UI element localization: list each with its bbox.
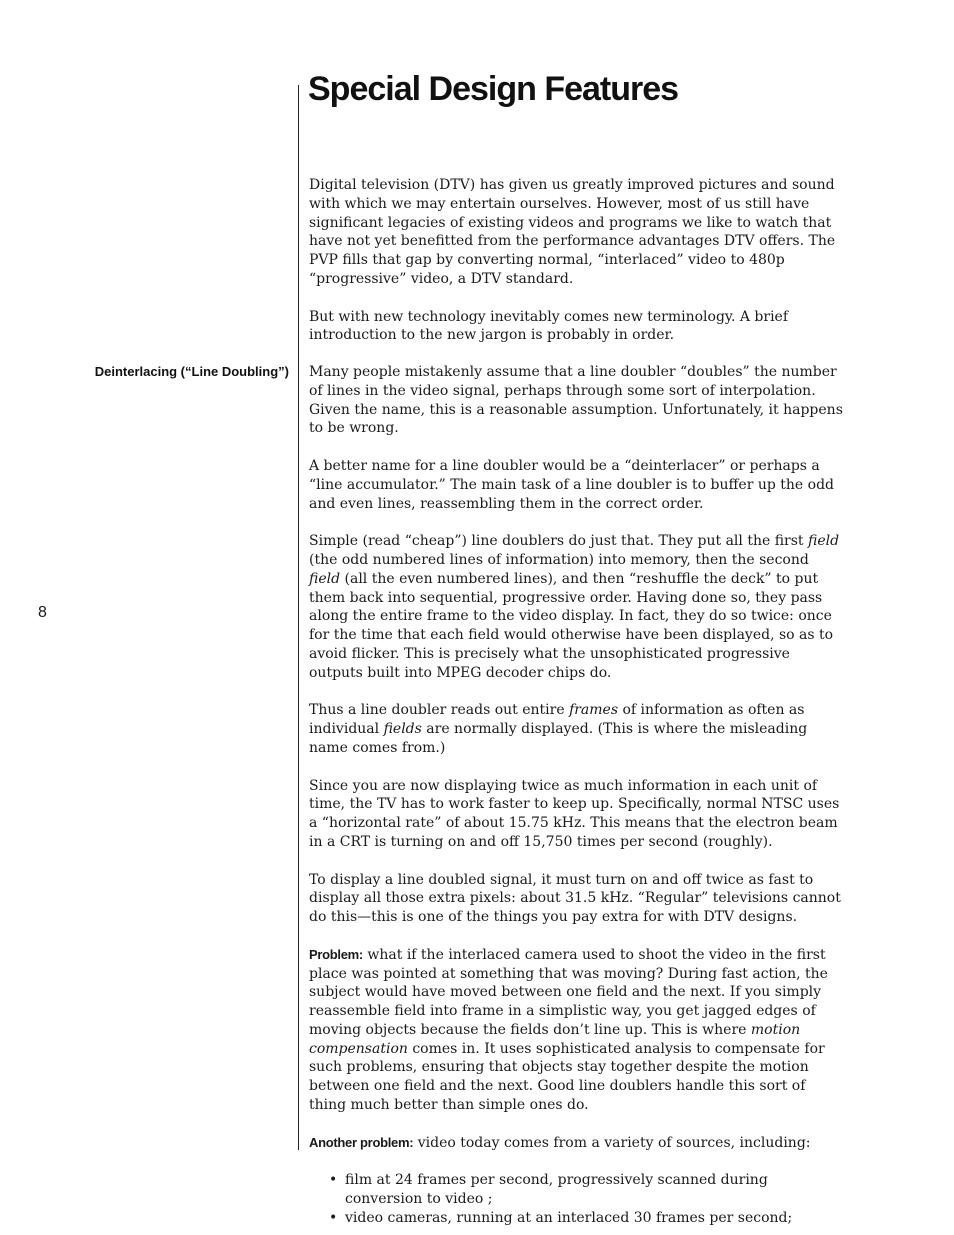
text-run: (the odd numbered lines of information) into memory, then the second <box>309 551 809 568</box>
text-run: are normally displayed. (This is where the misleading name comes from.) <box>309 721 808 756</box>
another-problem-lead: Another problem: <box>309 1134 414 1150</box>
page-title: Special Design Features <box>308 70 679 108</box>
text-run: Simple (read “cheap”) line doublers do just that. They put all the first <box>309 533 809 550</box>
intro-section <box>309 176 844 345</box>
emphasis-motion-compensation: motion compensation <box>309 1021 801 1057</box>
intro-paragraph-1: Digital television (DTV) has given us greatly improved pictures and sound with which we may entertain ourselves. However, most of us still have significant legacies of existing videos and programs we like to watch that have not yet benefitted from the performance advantages DTV offers. The PVP fills that gap by converting normal, “interlaced” video to 480p “progressive” video, a DTV standard. <box>309 177 836 287</box>
problem-lead: Problem: <box>309 946 363 962</box>
paragraph-4 <box>309 701 844 757</box>
source-list <box>309 1171 844 1227</box>
margin-rule <box>298 85 299 1150</box>
paragraph-1: Many people mistakenly assume that a line doubler “doubles” the number of lines in the video signal, perhaps through some sort of interpolation. Given the name, this is a reasonable assumption. Unfortunately, it happens to be wrong. <box>309 364 843 437</box>
paragraph-8 <box>309 1134 844 1153</box>
intro-paragraph-2: But with new technology inevitably comes new terminology. A brief introduction to the new jargon is probably in order. <box>309 308 789 344</box>
text-run: Thus a line doubler reads out entire <box>309 702 570 719</box>
paragraph-6: To display a line doubled signal, it must turn on and off twice as fast to display all those extra pixels: about 31.5 kHz. “Regular” televisions cannot do this—this is one of the things you pay extra for with DTV designs. <box>309 871 841 926</box>
text-run: (all the even numbered lines), and then “reshuffle the deck” to put them back into sequential, progressive order. Having done so, they pass along the entire frame to the video display. In fact, they do so twice: once for the time that each field would otherwise have been displayed, so as to avoid flicker. This is precisely what the unsophisticated progressive outputs built into MPEG decoder chips do. <box>309 570 834 681</box>
paragraph-5: Since you are now displaying twice as much information in each unit of time, the TV has to work faster to keep up. Specifically, normal NTSC uses a “horizontal rate” of about 15.75 kHz. This means that the electron beam in a CRT is turning on and off 15,750 times per second (roughly). <box>309 777 840 850</box>
deinterlacing-section <box>309 363 844 1228</box>
emphasis-fields: fields <box>383 721 422 738</box>
emphasis-field: field <box>309 570 341 587</box>
text-run: what if the interlaced camera used to shoot the video in the first place was pointed at something that was moving? During fast action, the subject would have moved between one field and the next. If you simply reassemble field into frame in a simplistic way, you get jagged edges of moving objects because the fields don’t line up. This is where <box>309 946 828 1038</box>
page-number: 8 <box>38 604 47 621</box>
emphasis-frames: frames <box>569 702 619 719</box>
text-run: video today comes from a variety of sources, including: <box>413 1134 811 1151</box>
text-run: comes in. It uses sophisticated analysis to compensate for such problems, ensuring that objects stay together despite the motion between one field and the next. Good line doublers handle this sort of thing much better than simple ones do. <box>309 1040 825 1114</box>
paragraph-2: A better name for a line doubler would be a “deinterlacer” or perhaps a “line accumulator.” The main task of a line doubler is to buffer up the odd and even lines, reassembling them in the correct order. <box>309 457 835 512</box>
side-heading: Deinterlacing (“Line Doubling”) <box>94 364 289 379</box>
paragraph-3 <box>309 532 844 682</box>
list-item: • film at 24 frames per second, progressively scanned during conversion to video ; <box>329 1171 844 1209</box>
text-run: of information as often as individual <box>309 702 805 738</box>
list-item: • video cameras, running at an interlaced 30 frames per second; <box>329 1209 844 1228</box>
paragraph-7 <box>309 946 844 1115</box>
emphasis-field: field <box>808 533 840 550</box>
